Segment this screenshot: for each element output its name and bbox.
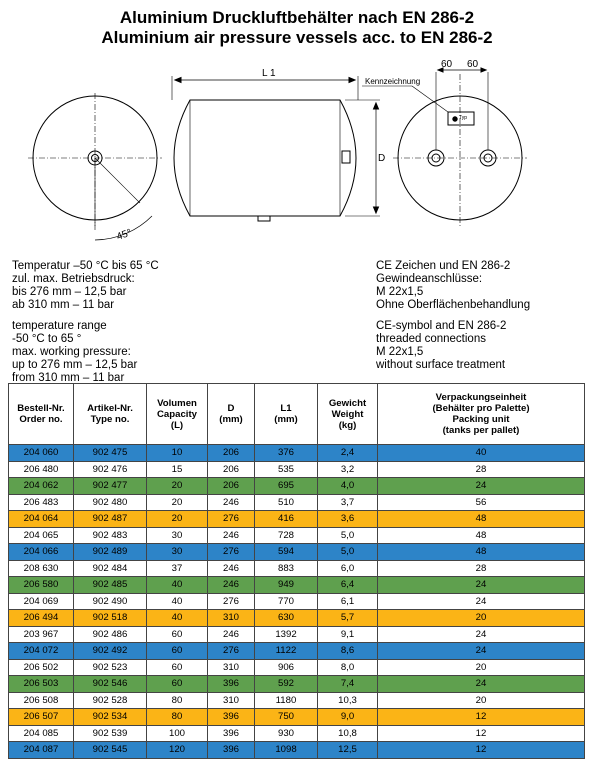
table-cell: 902 539 (74, 725, 147, 742)
table-cell: 20 (147, 494, 208, 511)
column-header-line: Type no. (90, 414, 130, 425)
table-cell: 3,7 (318, 494, 378, 511)
table-cell: 246 (208, 577, 255, 594)
table-cell: 883 (255, 560, 318, 577)
table-cell: 902 475 (74, 445, 147, 462)
table-cell: 770 (255, 593, 318, 610)
table-cell: 60 (147, 676, 208, 693)
table-cell: 10 (147, 445, 208, 462)
column-header-line: (kg) (338, 419, 357, 431)
table-cell: 396 (208, 725, 255, 742)
dim-right-label: 60 (467, 59, 479, 70)
table-cell: 902 476 (74, 461, 147, 478)
spec-line: zul. max. Betriebsdruck: (12, 273, 135, 285)
table-cell: 750 (255, 709, 318, 726)
spec-line: from 310 mm – 11 bar (12, 372, 125, 384)
marking-label: Kennzeichnung (365, 77, 421, 86)
column-header-line: Order no. (19, 414, 63, 425)
spec-line: Gewindeanschlüsse: (376, 273, 483, 285)
table-row (9, 527, 585, 544)
table-header-row (9, 384, 585, 445)
table-cell: 12 (378, 742, 585, 759)
table-cell: 60 (147, 626, 208, 643)
table-cell: 902 523 (74, 659, 147, 676)
table-cell: 1122 (255, 643, 318, 660)
column-header-line: Volumen (157, 397, 197, 409)
table-cell: 206 494 (9, 610, 74, 627)
table-cell: 80 (147, 692, 208, 709)
table-cell: 2,4 (318, 445, 378, 462)
table-cell: 37 (147, 560, 208, 577)
table-cell: 204 064 (9, 511, 74, 528)
column-header (208, 384, 255, 445)
table-cell: 902 546 (74, 676, 147, 693)
table-row (9, 494, 585, 511)
table-cell: 3,2 (318, 461, 378, 478)
table-cell: 208 630 (9, 560, 74, 577)
specs-right-en (376, 320, 506, 372)
column-header-line: Packing unit (452, 414, 510, 425)
table-cell: 9,0 (318, 709, 378, 726)
table-cell: 695 (255, 478, 318, 495)
table-cell: 592 (255, 676, 318, 693)
specs-left-en (12, 320, 137, 385)
table-cell: 204 065 (9, 527, 74, 544)
spec-line: without surface treatment (376, 359, 506, 371)
table-cell: 594 (255, 544, 318, 561)
column-header-line: (mm) (219, 414, 243, 425)
table-cell: 276 (208, 593, 255, 610)
table-cell: 276 (208, 643, 255, 660)
dim-left-label: 60 (441, 59, 453, 70)
table-cell: 48 (378, 511, 585, 528)
table-cell: 8,6 (318, 643, 378, 660)
column-header-line: Capacity (157, 408, 197, 420)
table-cell: 9,1 (318, 626, 378, 643)
table-row (9, 610, 585, 627)
technical-drawing (0, 52, 594, 257)
spec-line: ab 310 mm – 11 bar (12, 299, 115, 311)
table-cell: 416 (255, 511, 318, 528)
table-cell: 40 (147, 577, 208, 594)
table-cell: 902 487 (74, 511, 147, 528)
table-row (9, 692, 585, 709)
table-cell: 12,5 (318, 742, 378, 759)
table-cell: 206 480 (9, 461, 74, 478)
table-cell: 24 (378, 626, 585, 643)
table-row (9, 676, 585, 693)
table-cell: 24 (378, 593, 585, 610)
table-cell: 902 477 (74, 478, 147, 495)
table-cell: 206 503 (9, 676, 74, 693)
table-cell: 902 480 (74, 494, 147, 511)
angle-label: 45° (115, 227, 134, 243)
spec-line: bis 276 mm – 12,5 bar (12, 286, 127, 298)
table-cell: 206 508 (9, 692, 74, 709)
table-row (9, 709, 585, 726)
table-cell: 12 (378, 725, 585, 742)
column-header-line: Gewicht (328, 397, 367, 409)
table-cell: 206 502 (9, 659, 74, 676)
table-cell: 510 (255, 494, 318, 511)
vessel-body (174, 100, 356, 216)
table-cell: 20 (147, 478, 208, 495)
table-cell: 902 486 (74, 626, 147, 643)
column-header-line: L1 (280, 403, 292, 414)
column-header-line: Artikel-Nr. (87, 403, 133, 414)
table-row (9, 659, 585, 676)
table-cell: 1392 (255, 626, 318, 643)
column-header (74, 384, 147, 445)
table-cell: 276 (208, 511, 255, 528)
table-cell: 1098 (255, 742, 318, 759)
table-cell: 902 489 (74, 544, 147, 561)
table-cell: 80 (147, 709, 208, 726)
column-header-line: (mm) (274, 414, 298, 425)
table-cell: 1180 (255, 692, 318, 709)
column-header (147, 384, 208, 445)
table-cell: 6,1 (318, 593, 378, 610)
table-cell: 20 (378, 610, 585, 627)
column-header-line: (tanks per pallet) (442, 425, 520, 436)
table-cell: 902 485 (74, 577, 147, 594)
table-cell: 630 (255, 610, 318, 627)
column-header (378, 384, 585, 445)
table-row (9, 511, 585, 528)
table-cell: 7,4 (318, 676, 378, 693)
column-header (9, 384, 74, 445)
table-cell: 310 (208, 610, 255, 627)
table-row (9, 725, 585, 742)
table-cell: 15 (147, 461, 208, 478)
column-header (318, 384, 378, 445)
table-cell: 902 490 (74, 593, 147, 610)
table-cell: 204 062 (9, 478, 74, 495)
table-cell: 396 (208, 742, 255, 759)
table-cell: 206 (208, 445, 255, 462)
product-table (8, 383, 585, 759)
table-cell: 24 (378, 478, 585, 495)
table-cell: 48 (378, 544, 585, 561)
table-cell: 5,7 (318, 610, 378, 627)
table-cell: 24 (378, 643, 585, 660)
table-cell: 48 (378, 527, 585, 544)
spec-line: Ohne Oberflächenbehandlung (376, 299, 531, 311)
table-cell: 949 (255, 577, 318, 594)
table-cell: 246 (208, 527, 255, 544)
table-cell: 24 (378, 577, 585, 594)
table-body (9, 445, 585, 759)
table-cell: 206 483 (9, 494, 74, 511)
specs-right-de (376, 260, 530, 312)
table-row (9, 577, 585, 594)
table-cell: 28 (378, 461, 585, 478)
table-cell: 396 (208, 709, 255, 726)
table-cell: 30 (147, 527, 208, 544)
table-cell: 20 (378, 692, 585, 709)
table-row (9, 478, 585, 495)
table-cell: 120 (147, 742, 208, 759)
spec-line: up to 276 mm – 12,5 bar (12, 359, 138, 371)
table-cell: 20 (378, 659, 585, 676)
spec-line: M 22x1,5 (376, 286, 424, 298)
table-cell: 24 (378, 676, 585, 693)
table-cell: 902 484 (74, 560, 147, 577)
l1-label: L 1 (262, 68, 276, 79)
specs-left-de (12, 260, 159, 312)
table-row (9, 544, 585, 561)
table-cell: 203 967 (9, 626, 74, 643)
table-cell: 8,0 (318, 659, 378, 676)
column-header-line: D (227, 403, 235, 414)
title-de: Aluminium Druckluftbehälter nach EN 286-2 (119, 8, 475, 27)
table-cell: 206 (208, 461, 255, 478)
table-cell: 20 (147, 511, 208, 528)
table-cell: 204 069 (9, 593, 74, 610)
table-cell: 902 534 (74, 709, 147, 726)
column-header (255, 384, 318, 445)
table-row (9, 593, 585, 610)
table-row (9, 643, 585, 660)
column-header-line: (Behälter pro Palette) (432, 403, 530, 414)
table-cell: 310 (208, 659, 255, 676)
table-cell: 246 (208, 626, 255, 643)
spec-line: M 22x1,5 (376, 346, 424, 358)
table-cell: 930 (255, 725, 318, 742)
type-label: Typ (459, 115, 468, 121)
table-cell: 535 (255, 461, 318, 478)
column-header-line: Bestell-Nr. (17, 403, 65, 414)
table-row (9, 445, 585, 462)
table-cell: 902 483 (74, 527, 147, 544)
title-en: Aluminium air pressure vessels acc. to EN 286-2 (101, 28, 493, 47)
table-cell: 10,3 (318, 692, 378, 709)
table-cell: 60 (147, 659, 208, 676)
column-header-line: Verpackungseinheit (435, 392, 527, 403)
table-cell: 204 087 (9, 742, 74, 759)
table-cell: 60 (147, 643, 208, 660)
spec-line: threaded connections (376, 333, 486, 345)
column-header-line: (L) (170, 419, 184, 431)
table-cell: 906 (255, 659, 318, 676)
column-header-line: Weight (331, 408, 364, 420)
table-cell: 204 060 (9, 445, 74, 462)
table-cell: 902 492 (74, 643, 147, 660)
table-cell: 40 (378, 445, 585, 462)
table-cell: 396 (208, 676, 255, 693)
table-cell: 3,6 (318, 511, 378, 528)
table-cell: 4,0 (318, 478, 378, 495)
table-cell: 5,0 (318, 527, 378, 544)
table-cell: 12 (378, 709, 585, 726)
table-cell: 40 (147, 610, 208, 627)
table-cell: 6,4 (318, 577, 378, 594)
table-cell: 204 066 (9, 544, 74, 561)
d-label: D (378, 153, 386, 164)
table-cell: 5,0 (318, 544, 378, 561)
table-cell: 56 (378, 494, 585, 511)
spec-line: -50 °C to 65 ° (12, 333, 82, 345)
table-cell: 902 528 (74, 692, 147, 709)
table-cell: 206 (208, 478, 255, 495)
spec-line: CE Zeichen und EN 286-2 (376, 260, 511, 272)
table-cell: 376 (255, 445, 318, 462)
table-cell: 40 (147, 593, 208, 610)
table-cell: 30 (147, 544, 208, 561)
table-cell: 10,8 (318, 725, 378, 742)
table-cell: 204 072 (9, 643, 74, 660)
spec-line: Temperatur –50 °C bis 65 °C (12, 260, 159, 272)
table-cell: 902 518 (74, 610, 147, 627)
table-cell: 310 (208, 692, 255, 709)
spec-line: temperature range (12, 320, 107, 332)
table-cell: 206 580 (9, 577, 74, 594)
table-cell: 28 (378, 560, 585, 577)
table-cell: 100 (147, 725, 208, 742)
table-cell: 6,0 (318, 560, 378, 577)
table-cell: 204 085 (9, 725, 74, 742)
table-row (9, 461, 585, 478)
table-row (9, 742, 585, 759)
table-cell: 728 (255, 527, 318, 544)
table-cell: 276 (208, 544, 255, 561)
table-cell: 902 545 (74, 742, 147, 759)
table-row (9, 560, 585, 577)
table-cell: 206 507 (9, 709, 74, 726)
table-cell: 246 (208, 494, 255, 511)
spec-line: max. working pressure: (12, 346, 131, 358)
spec-line: CE-symbol and EN 286-2 (376, 320, 507, 332)
table-cell: 246 (208, 560, 255, 577)
table-row (9, 626, 585, 643)
